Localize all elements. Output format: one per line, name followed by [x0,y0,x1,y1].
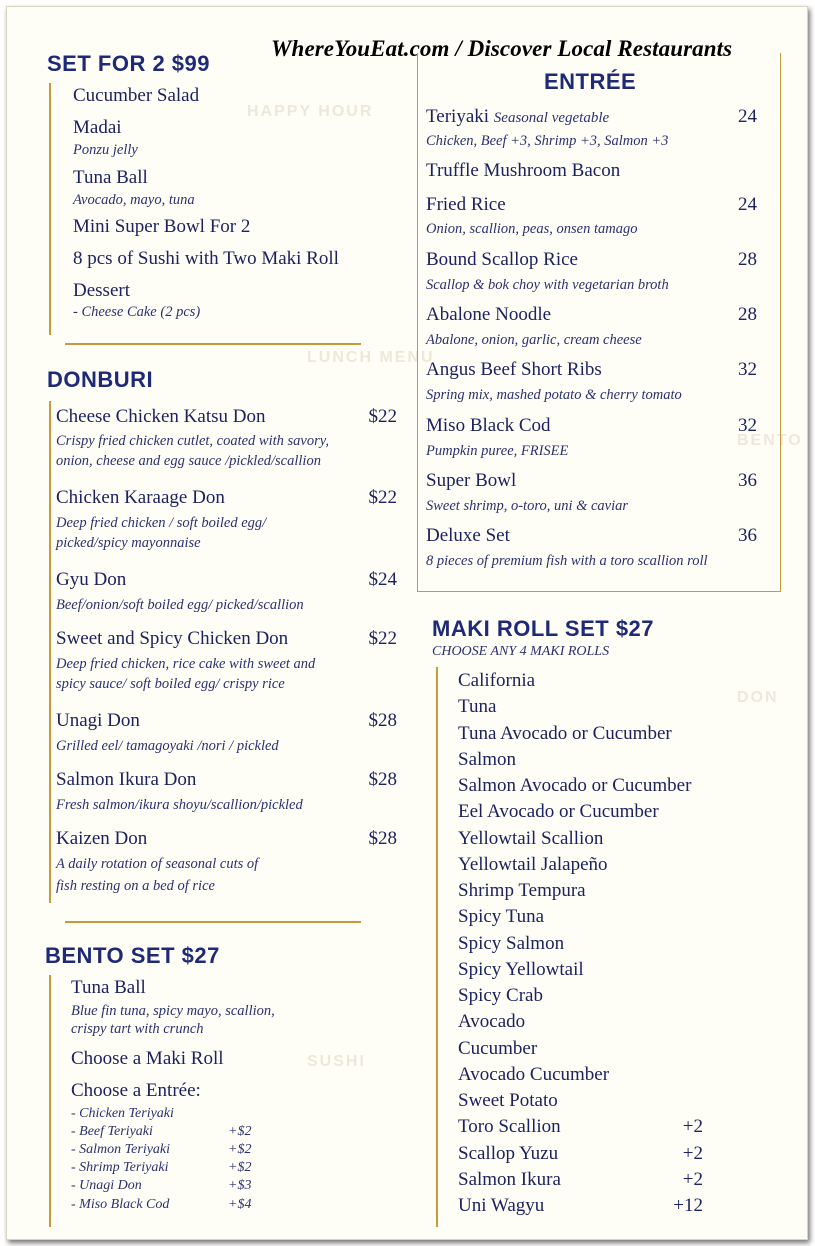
menu-item: Sweet and Spicy Chicken Don [56,628,289,649]
bento-option: - Salmon Teriyaki [71,1142,171,1157]
menu-item: Super Bowl [426,470,517,491]
menu-item-desc: Beef/onion/soft boiled egg/ picked/scallion [56,597,304,613]
maki-title: MAKI ROLL SET $27 [432,616,655,641]
maki-roll-item: Avocado Cucumber [458,1063,610,1085]
gold-divider [65,343,361,345]
menu-item: Choose a Maki Roll [71,1048,224,1069]
menu-item: Cucumber Salad [73,85,200,106]
menu-item-desc: - Cheese Cake (2 pcs) [73,304,201,320]
menu-item-desc: crispy tart with crunch [71,1021,204,1037]
bleed-through-text: BENTO [737,432,803,449]
menu-item-desc: A daily rotation of seasonal cuts of [56,856,259,872]
maki-roll-price: +2 [682,1116,703,1138]
menu-item: Dessert [73,280,130,301]
set-for-2-title: SET FOR 2 $99 [47,51,211,76]
bento-title: BENTO SET $27 [45,943,220,968]
menu-item: Fried Rice [426,194,506,215]
menu-item-desc: Crispy fried chicken cutlet, coated with savory, [56,433,330,449]
menu-item: Salmon Ikura Don [56,769,197,790]
menu-item-price: 32 [738,415,757,436]
menu-item: Choose a Entrée: [71,1080,201,1101]
menu-item-desc: Pumpkin puree, FRISEE [426,443,569,459]
menu-item-desc: Chicken, Beef +3, Shrimp +3, Salmon +3 [426,133,669,149]
menu-item-desc: Avocado, mayo, tuna [73,192,195,208]
maki-roll-item: Spicy Crab [458,985,543,1006]
menu-item-price: $22 [368,406,397,427]
bento-option: - Unagi Don [71,1178,142,1193]
maki-roll-price: +2 [682,1168,703,1190]
maki-roll-item: Tuna Avocado or Cucumber [458,722,672,744]
menu-item: Truffle Mushroom Bacon [426,160,621,181]
menu-item: Madai [73,117,122,138]
menu-item: Bound Scallop Rice [426,249,578,270]
menu-item: Abalone Noodle [426,304,552,325]
maki-roll-item: Toro Scallion [458,1116,561,1138]
menu-item-price: 36 [738,470,757,491]
menu-item-name: Teriyaki [426,106,490,127]
menu-item-desc: Scallop & bok choy with vegetarian broth [426,277,669,293]
maki-roll-item: Yellowtail Scallion [458,827,604,849]
menu-item-desc: Sweet shrimp, o-toro, uni & caviar [426,498,629,514]
menu-item-desc: picked/spicy mayonnaise [56,535,201,551]
maki-roll-item: Sweet Potato [458,1090,558,1111]
menu-item: Tuna Ball [71,977,146,998]
bento-option-price: +$2 [228,1160,252,1175]
menu-item-desc: onion, cheese and egg sauce /pickled/scallion [56,453,321,469]
bento-option: - Shrimp Teriyaki [71,1160,169,1175]
menu-item-desc: Onion, scallion, peas, onsen tamago [426,221,638,237]
menu-item-price: 28 [738,249,757,270]
menu-item: Mini Super Bowl For 2 [73,216,251,237]
menu-item: Gyu Don [56,569,127,590]
maki-roll-item: Uni Wagyu [458,1195,545,1216]
bento-option-price: +$2 [228,1124,252,1139]
maki-roll-price: +12 [673,1195,703,1216]
maki-roll-item: Cucumber [458,1037,538,1059]
menu-item-price: $24 [368,569,397,590]
bleed-through-text: SUSHI [307,1053,366,1070]
bento-option: - Miso Black Cod [71,1197,170,1212]
bento-option: - Chicken Teriyaki [71,1106,174,1121]
gold-rule-vertical [49,401,51,903]
menu-item-price: 36 [738,525,757,546]
menu-item-desc: Blue fin tuna, spicy mayo, scallion, [71,1003,275,1019]
menu-item: Unagi Don [56,710,140,731]
maki-roll-item: Tuna [458,696,497,718]
menu-item-desc: 8 pieces of premium fish with a toro scallion roll [426,553,708,569]
menu-item: Miso Black Cod [426,415,551,436]
menu-item-price: 32 [738,359,757,380]
menu-item-price: $28 [368,769,397,790]
gold-rule-vertical [49,975,51,1227]
menu-item: 8 pcs of Sushi with Two Maki Roll [73,248,339,269]
menu-item-price: 24 [738,106,757,127]
menu-page [6,6,808,1240]
menu-item-price: 24 [738,194,757,215]
menu-item-price: $28 [368,828,397,849]
bleed-through-text: DON [737,689,779,706]
menu-item [426,106,609,128]
maki-roll-item: Yellowtail Jalapeño [458,853,608,875]
menu-item: Kaizen Don [56,828,148,849]
maki-roll-price: +2 [682,1142,703,1164]
site-watermark: WhereYouEat.com / Discover Local Restaurants [271,36,733,61]
gold-rule-vertical [49,83,51,335]
bento-option: - Beef Teriyaki [71,1124,153,1139]
maki-roll-item: Salmon Ikura [458,1168,561,1190]
maki-subtitle: CHOOSE ANY 4 MAKI ROLLS [432,644,610,659]
menu-item: Deluxe Set [426,525,510,546]
menu-item-desc: Ponzu jelly [73,142,138,158]
maki-roll-item: Scallop Yuzu [458,1142,559,1164]
bento-option-price: +$4 [228,1197,252,1212]
menu-item-desc: Spring mix, mashed potato & cherry tomato [426,387,682,403]
menu-item-price: $22 [368,628,397,649]
menu-item: Cheese Chicken Katsu Don [56,406,266,427]
menu-item-price: $22 [368,487,397,508]
maki-roll-item: Shrimp Tempura [458,880,586,901]
menu-item-desc: fish resting on a bed of rice [56,878,215,894]
maki-roll-item: Salmon Avocado or Cucumber [458,775,692,796]
menu-item: Angus Beef Short Ribs [426,359,602,380]
donburi-title: DONBURI [47,367,154,392]
menu-item-desc: spicy sauce/ soft boiled egg/ crispy rice [56,676,285,692]
bento-option-price: +$2 [228,1142,252,1157]
gold-divider [65,921,361,923]
menu-item: Chicken Karaage Don [56,487,225,508]
menu-item-desc: Abalone, onion, garlic, cream cheese [426,332,642,348]
menu-item-desc: Fresh salmon/ikura shoyu/scallion/pickled [56,797,303,813]
bleed-through-text: LUNCH MENU [307,349,435,366]
menu-item-price: $28 [368,710,397,731]
menu-item: Tuna Ball [73,167,148,188]
bento-option-price: +$3 [228,1178,252,1193]
gold-rule-vertical [436,667,438,1227]
menu-item-desc: Deep fried chicken / soft boiled egg/ [56,515,267,531]
maki-roll-item: California [458,670,536,691]
entree-title: ENTRÉE [544,69,637,94]
menu-item-desc: Grilled eel/ tamagoyaki /nori / pickled [56,738,279,754]
maki-roll-item: Avocado [458,1011,526,1033]
maki-roll-item: Eel Avocado or Cucumber [458,801,659,823]
bleed-through-text: HAPPY HOUR [247,103,374,120]
maki-roll-item: Spicy Yellowtail [458,958,584,980]
maki-roll-item: Spicy Tuna [458,906,545,928]
menu-item-desc: Deep fried chicken, rice cake with sweet and [56,656,316,672]
maki-roll-item: Salmon [458,748,517,770]
menu-item-price: 28 [738,304,757,325]
maki-roll-item: Spicy Salmon [458,932,565,954]
menu-item-inline-desc: Seasonal vegetable [493,110,610,126]
